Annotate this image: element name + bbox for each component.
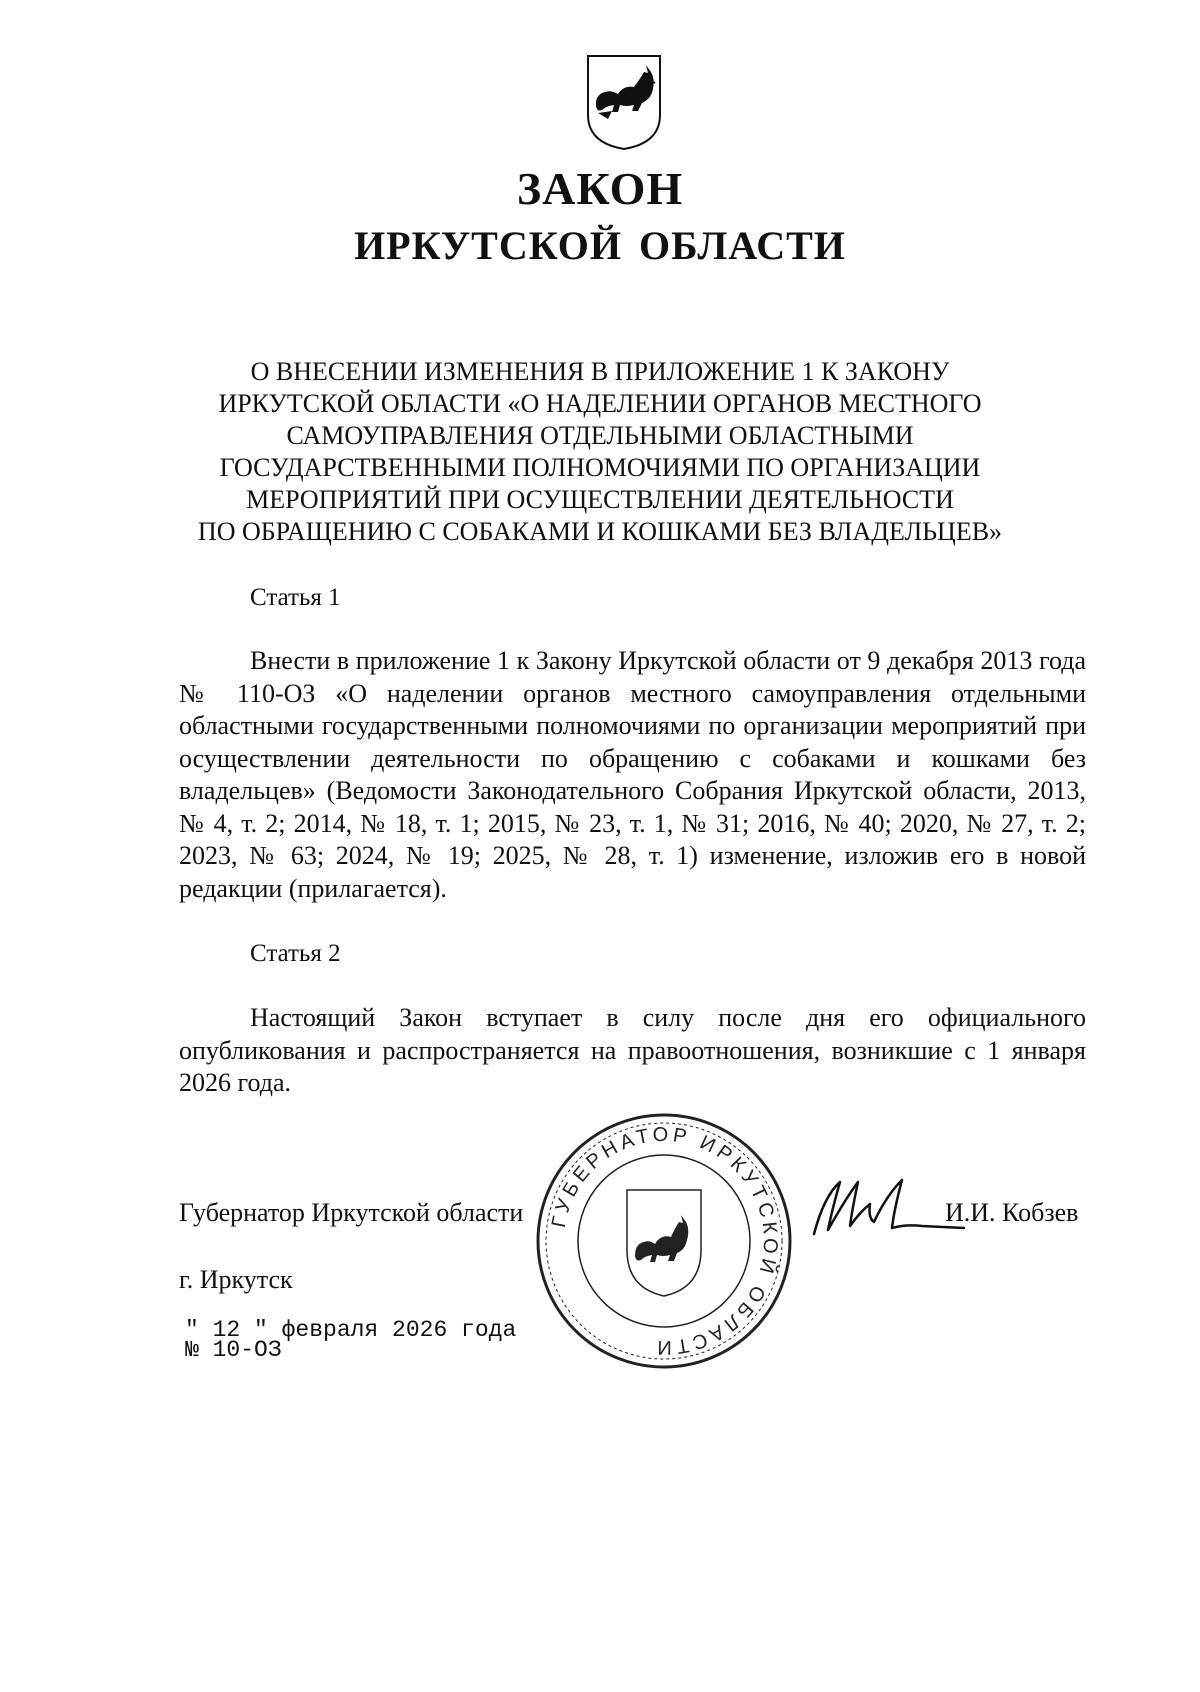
law-title — [150, 356, 1050, 548]
law-title-line: ИРКУТСКОЙ ОБЛАСТИ «О НАДЕЛЕНИИ ОРГАНОВ МЕСТНОГО — [218, 389, 982, 418]
signatory-role: Губернатор Иркутской области — [179, 1198, 524, 1227]
article-1-text: Внести в приложение 1 к Закону Иркутской области от 9 декабря 2013 года № 110-ОЗ «О наделении органов местного самоуправления отдельными областными государственными полномочиями по организации мероприятий при осуществлении деятельности по обращению с собаками и кошками без владельцев» (Ведомости Законодательного Собрания Иркутской области, 2013, № 4, т. 2; 2014, № 18, т. 1; 2015, № 23, т. 1, № 31; 2016, № 40; 2020, № 27, т. 2; 2023, № 63; 2024, № 19; 2025, № 28, т. 1) изменение, изложив его в новой редакции (прилагается). — [179, 646, 1086, 903]
law-number: № 10-ОЗ — [185, 1337, 282, 1363]
seal-text: ГУБЕРНАТОР ИРКУТСКОЙ ОБЛАСТИ — [547, 1123, 782, 1359]
handwritten-signature-icon — [808, 1168, 968, 1248]
law-title-line: ПО ОБРАЩЕНИЮ С СОБАКАМИ И КОШКАМИ БЕЗ ВЛАДЕЛЬЦЕВ» — [197, 517, 1003, 546]
law-title-line: ГОСУДАРСТВЕННЫМИ ПОЛНОМОЧИЯМИ ПО ОРГАНИЗАЦИИ — [219, 453, 981, 482]
official-seal-icon — [533, 1110, 795, 1372]
law-title-line: МЕРОПРИЯТИЙ ПРИ ОСУЩЕСТВЛЕНИИ ДЕЯТЕЛЬНОСТИ — [246, 485, 954, 514]
article-2-text: Настоящий Закон вступает в силу после дня его официального опубликования и распространяется на правоотношения, возникшие с 1 января 2026 года. — [179, 1003, 1086, 1097]
region-heading: ИРКУТСКОЙ ОБЛАСТИ — [354, 223, 846, 268]
irkutsk-coat-of-arms-icon — [584, 53, 664, 151]
article-1-heading: Статья 1 — [250, 584, 341, 611]
article-2-heading: Статья 2 — [250, 940, 341, 967]
signing-date: " 12 " февраля 2026 года — [185, 1317, 517, 1343]
signatory-name: И.И. Кобзев — [945, 1198, 1079, 1227]
signing-city: г. Иркутск — [179, 1265, 293, 1294]
law-title-line: САМОУПРАВЛЕНИЯ ОТДЕЛЬНЫМИ ОБЛАСТНЫМИ — [286, 421, 914, 450]
law-title-line: О ВНЕСЕНИИ ИЗМЕНЕНИЯ В ПРИЛОЖЕНИЕ 1 К ЗАКОНУ — [250, 357, 950, 386]
doc-type-heading: ЗАКОН — [516, 163, 684, 214]
